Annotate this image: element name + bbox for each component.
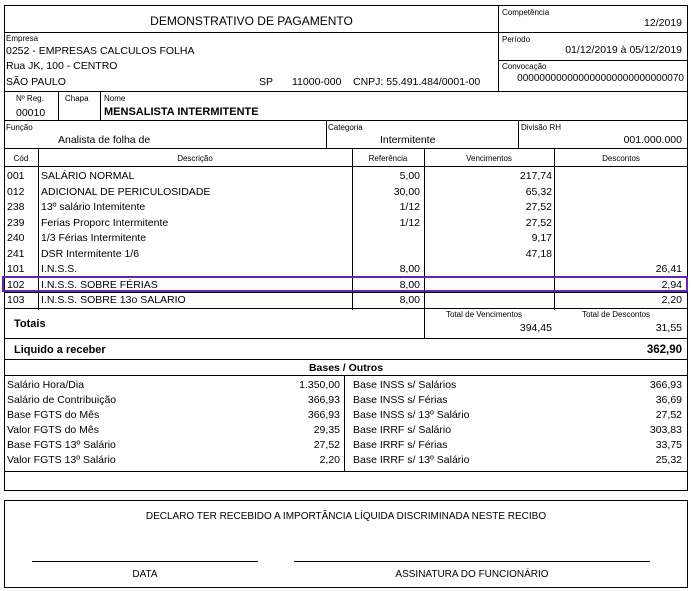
base-right-label: Base INSS s/ Salários (353, 379, 457, 391)
reg-label: Nº Reg. (16, 94, 44, 103)
document-title: DEMONSTRATIVO DE PAGAMENTO (150, 14, 353, 28)
total-vencimentos-label: Total de Vencimentos (446, 310, 523, 319)
table-row (4, 217, 686, 229)
base-left-label: Base FGTS do Mês (7, 409, 100, 421)
row-venc: 27,52 (525, 201, 552, 213)
funcao-value: Analista de folha de (58, 134, 151, 146)
row-venc: 65,32 (525, 185, 552, 198)
base-left-label: Salário Hora/Dia (7, 379, 85, 391)
row-ref: 5,00 (399, 170, 420, 182)
row-cod: 101 (7, 263, 25, 275)
base-right-label: Base IRRF s/ 13º Salário (353, 454, 470, 466)
base-left-value: 27,52 (313, 439, 340, 451)
employee-name: MENSALISTA INTERMITENTE (104, 106, 259, 118)
base-left-label: Base FGTS 13º Salário (7, 439, 116, 451)
divisao-label: Divisão RH (521, 123, 562, 132)
row-descontos: 2,20 (661, 294, 682, 306)
total-vencimentos-value: 394,45 (519, 322, 552, 334)
table-row (4, 248, 686, 260)
table-row (4, 186, 686, 198)
funcao-label: Função (6, 123, 33, 132)
empresa-city: SÃO PAULO (6, 76, 66, 88)
signature-label: ASSINATURA DO FUNCIONÁRIO (395, 569, 549, 580)
row-desc: SALÁRIO NORMAL (41, 170, 135, 182)
base-right-label: Base INSS s/ 13º Salário (353, 409, 470, 421)
base-right-label: Base IRRF s/ Férias (353, 439, 448, 451)
row-desc: I.N.S.S. SOBRE 13o SALARIO (41, 294, 186, 306)
base-right-value: 25,32 (655, 454, 682, 466)
row-ref: 1/12 (399, 216, 420, 229)
empresa-cnpj: CNPJ: 55.491.484/0001-00 (353, 76, 481, 88)
row-desc: I.N.S.S. (41, 263, 78, 275)
base-left-value: 366,93 (307, 409, 340, 421)
signature-line (294, 561, 650, 562)
list-item (4, 394, 686, 406)
base-left-label: Valor FGTS 13º Salário (7, 454, 116, 466)
base-right-value: 33,75 (655, 439, 682, 451)
base-left-value: 1.350,00 (299, 379, 340, 391)
reg-value: 00010 (16, 107, 46, 119)
row-venc: 217,74 (519, 170, 552, 182)
row-venc: 27,52 (525, 216, 552, 229)
liquido-label: Liquido a receber (14, 344, 106, 356)
col-vencimentos-header: Vencimentos (466, 154, 512, 163)
row-cod: 238 (7, 201, 25, 213)
row-desc: Ferias Proporc Intermitente (41, 216, 169, 229)
empresa-name: 0252 - EMPRESAS CALCULOS FOLHA (6, 45, 195, 57)
base-left-label: Valor FGTS do Mês (7, 424, 99, 436)
row-ref: 30,00 (393, 185, 420, 198)
row-ref: 8,00 (399, 294, 420, 306)
col-referencia-header: Referência (368, 154, 408, 163)
empresa-state: SP (259, 76, 274, 88)
empresa-label: Empresa (6, 34, 39, 43)
list-item (4, 409, 686, 421)
base-left-label: Salário de Contribuição (7, 394, 117, 406)
declaration-text: DECLARO TER RECEBIDO A IMPORTÂNCIA LÍQUIDA DISCRIMINADA NESTE RECIBO (145, 511, 547, 522)
competencia-label: Competência (502, 8, 550, 17)
periodo-label: Período (502, 35, 531, 44)
periodo-value: 01/12/2019 à 05/12/2019 (565, 44, 682, 56)
table-row (4, 170, 686, 182)
base-left-value: 29,35 (313, 424, 340, 436)
table-row (4, 294, 688, 306)
table-row (4, 232, 686, 244)
row-descontos: 26,41 (655, 263, 682, 275)
convocacao-label: Convocação (502, 62, 547, 71)
base-right-value: 366,93 (649, 379, 682, 391)
row-desc: ADICIONAL DE PERICULOSIDADE (41, 185, 211, 198)
selected-row-highlight (2, 276, 688, 292)
items-list (4, 170, 688, 278)
totals-label: Totais (14, 318, 46, 330)
row-venc: 47,18 (525, 247, 552, 260)
list-item (4, 439, 686, 451)
liquido-value: 362,90 (646, 344, 682, 356)
row-descontos: 2,94 (661, 279, 682, 291)
base-left-value: 2,20 (319, 454, 340, 466)
row-ref: 1/12 (399, 201, 420, 213)
categoria-value: Intermitente (380, 134, 436, 146)
nome-label: Nome (104, 94, 126, 103)
base-right-label: Base INSS s/ Férias (353, 394, 448, 406)
list-item (4, 424, 686, 436)
base-right-value: 36,69 (655, 394, 682, 406)
base-right-value: 27,52 (655, 409, 682, 421)
row-venc: 9,17 (531, 232, 552, 244)
row-desc: DSR Intermitente 1/6 (41, 247, 140, 260)
row-desc: I.N.S.S. SOBRE FÉRIAS (41, 279, 158, 291)
empresa-cep: 11000-000 (292, 76, 342, 88)
row-cod: 239 (7, 216, 25, 229)
total-descontos-value: 31,55 (655, 322, 682, 334)
table-row (4, 201, 686, 213)
row-ref: 8,00 (399, 279, 420, 291)
row-cod: 103 (7, 294, 25, 306)
row-cod: 001 (7, 170, 25, 182)
chapa-label: Chapa (65, 94, 89, 103)
divisao-value: 001.000.000 (623, 134, 682, 146)
row-ref: 8,00 (399, 263, 420, 275)
categoria-label: Categoria (328, 123, 363, 132)
col-cod-header: Cód (13, 154, 29, 163)
total-descontos-label: Total de Descontos (582, 310, 651, 319)
row-desc: 1/3 Férias Intermitente (41, 232, 147, 244)
base-right-value: 303,83 (649, 424, 682, 436)
table-row (4, 263, 686, 275)
convocacao-value: 000000000000000000000000000070 (517, 73, 684, 84)
date-label: DATA (132, 569, 158, 580)
bases-list (4, 379, 688, 469)
base-right-label: Base IRRF s/ Salário (353, 424, 452, 436)
col-descricao-header: Descrição (177, 154, 213, 163)
row-cod: 102 (7, 279, 25, 291)
row-cod: 240 (7, 232, 25, 244)
empresa-address: Rua JK, 100 - CENTRO (6, 60, 118, 72)
col-descontos-header: Descontos (602, 154, 640, 163)
row-cod: 012 (7, 185, 25, 198)
list-item (4, 379, 686, 391)
list-item (4, 454, 686, 466)
competencia-value: 12/2019 (644, 17, 682, 29)
base-left-value: 366,93 (307, 394, 340, 406)
row-cod: 241 (7, 247, 25, 260)
date-line (32, 561, 258, 562)
bases-title: Bases / Outros (308, 362, 384, 374)
row-desc: 13º salário Intemitente (41, 201, 146, 213)
